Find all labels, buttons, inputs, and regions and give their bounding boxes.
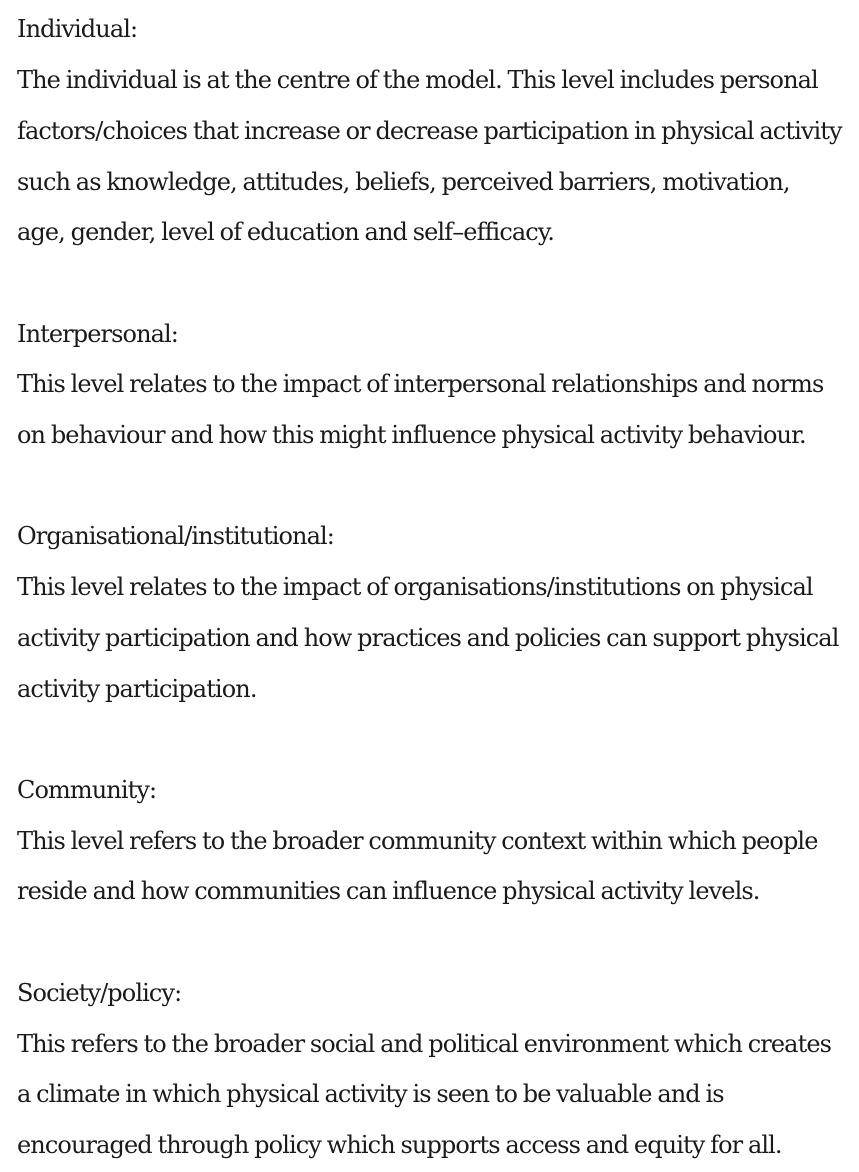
section-text-line: This level refers to the broader community context within which people: [17, 827, 818, 855]
section-text-line: activity participation.: [17, 675, 257, 703]
section-text-line: This level relates to the impact of interpersonal relationships and norms: [17, 370, 824, 398]
section-text-line: The individual is at the centre of the model. This level includes personal: [17, 66, 818, 94]
section-heading-community: Community:: [17, 776, 157, 804]
section-text-line: reside and how communities can influence physical activity levels.: [17, 877, 760, 905]
section-text-line: encouraged through policy which supports access and equity for all.: [17, 1131, 782, 1159]
section-text-line: age, gender, level of education and self–efficacy.: [17, 218, 555, 246]
section-text-line: This level relates to the impact of organisations/institutions on physical: [17, 573, 813, 601]
section-text-line: such as knowledge, attitudes, beliefs, perceived barriers, motivation,: [17, 168, 790, 196]
section-text-line: factors/choices that increase or decrease participation in physical activity: [17, 117, 842, 145]
section-heading-organisational: Organisational/institutional:: [17, 522, 334, 550]
section-text-line: on behaviour and how this might influence physical activity behaviour.: [17, 421, 806, 449]
section-text-line: This refers to the broader social and political environment which creates: [17, 1030, 832, 1058]
section-heading-society-policy: Society/policy:: [17, 979, 182, 1007]
section-heading-interpersonal: Interpersonal:: [17, 320, 178, 348]
section-text-line: activity participation and how practices and policies can support physical: [17, 624, 839, 652]
section-heading-individual: Individual:: [17, 15, 138, 43]
section-text-line: a climate in which physical activity is seen to be valuable and is: [17, 1080, 724, 1108]
